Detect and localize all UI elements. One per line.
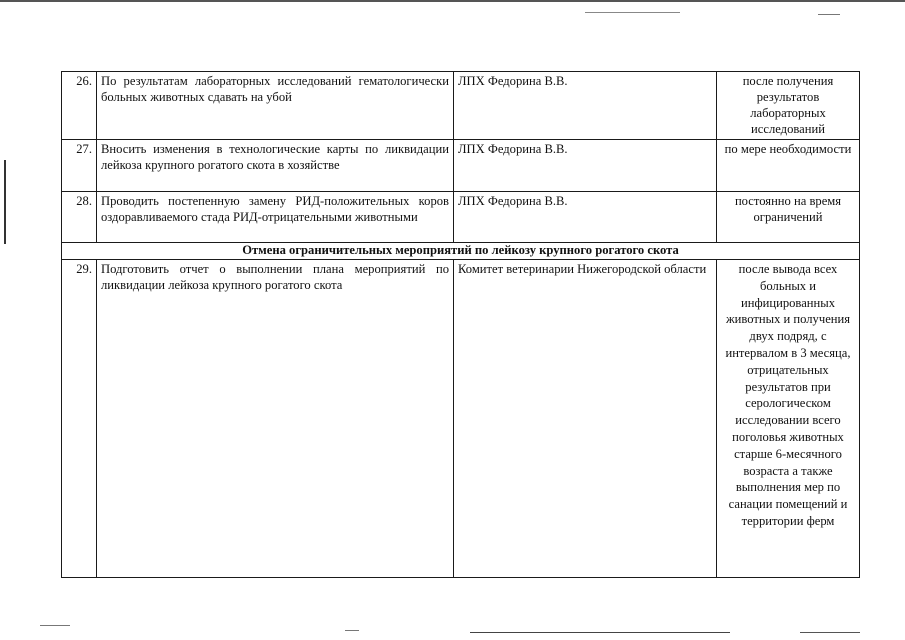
term-cell: после получения результатов лабораторных исследований	[717, 72, 860, 140]
row-number: 29.	[62, 260, 97, 578]
row-number: 28.	[62, 192, 97, 243]
table-row	[62, 192, 860, 243]
table-row	[62, 140, 860, 192]
scan-artifact-right-dash	[818, 14, 840, 15]
measure-cell: По результатам лабораторных исследований гематологически больных животных сдавать на убой	[97, 72, 454, 140]
responsible-cell: Комитет ветеринарии Нижегородской области	[454, 260, 717, 578]
section-row	[62, 243, 860, 260]
row-number: 27.	[62, 140, 97, 192]
row-number: 26.	[62, 72, 97, 140]
term-cell: по мере необходимости	[717, 140, 860, 192]
responsible-cell: ЛПХ Федорина В.В.	[454, 192, 717, 243]
section-title: Отмена ограничительных мероприятий по лейкозу крупного рогатого скота	[62, 243, 860, 260]
responsible-cell: ЛПХ Федорина В.В.	[454, 72, 717, 140]
term-cell: после вывода всех больных и инфицированных животных и получения двух подряд, с интервалом в 3 месяца, отрицательных результатов при серологическом исследовании всего поголовья животных старше 6-месячного возраста а также выполнения мер по санации помещений и территории ферм	[717, 260, 860, 578]
scan-artifact-bottom-dash-right	[800, 632, 860, 633]
scan-artifact-left-mark	[4, 160, 6, 244]
scan-artifact-bottom-dash-left	[40, 625, 70, 626]
scan-artifact-top-dash	[585, 12, 680, 13]
measures-table	[61, 71, 860, 578]
responsible-cell: ЛПХ Федорина В.В.	[454, 140, 717, 192]
scan-artifact-top	[0, 0, 905, 2]
scan-artifact-bottom-line	[470, 632, 730, 633]
scan-artifact-bottom-dash-mid	[345, 630, 359, 631]
measure-cell: Проводить постепенную замену РИД-положительных коров оздоравливаемого стада РИД-отрицательными животными	[97, 192, 454, 243]
term-cell: постоянно на время ограничений	[717, 192, 860, 243]
measure-cell: Подготовить отчет о выполнении плана мероприятий по ликвидации лейкоза крупного рогатого скота	[97, 260, 454, 578]
measure-cell: Вносить изменения в технологические карты по ликвидации лейкоза крупного рогатого скота в хозяйстве	[97, 140, 454, 192]
table-row	[62, 72, 860, 140]
table-row	[62, 260, 860, 578]
